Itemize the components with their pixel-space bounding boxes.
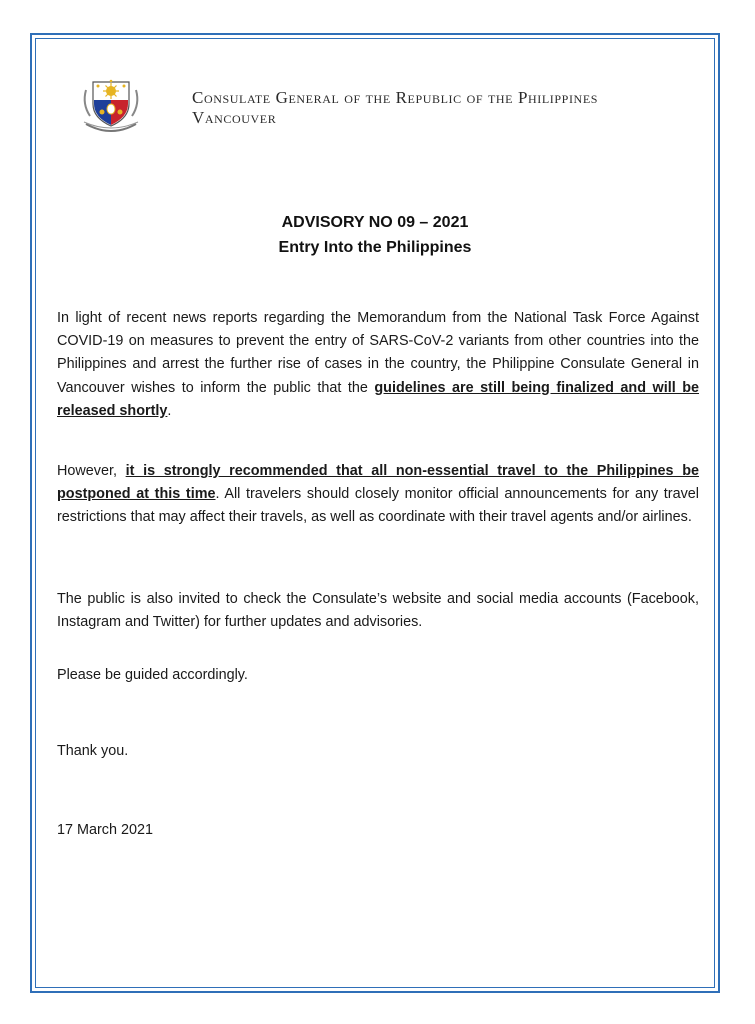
paragraph-travel-recommendation: [57, 460, 699, 530]
philippine-coat-of-arms-icon: [76, 70, 146, 140]
consulate-city: Vancouver: [192, 108, 277, 127]
paragraph-thank-you: Thank you.: [57, 743, 129, 759]
guidelines-emphasis: guidelines are still being finalized and will be released shortly: [57, 379, 699, 419]
paragraph-memorandum-end: .: [167, 402, 172, 419]
consulate-header: [192, 88, 598, 128]
advisory-title: [35, 210, 715, 260]
advisory-subject: Entry Into the Philippines: [278, 239, 472, 256]
consulate-name: Consulate General of the Republic of the Philippines: [192, 88, 599, 107]
travel-postpone-emphasis: it is strongly recommended that all non-essential travel to the Philippines be postponed at this time: [57, 463, 699, 503]
paragraph-guided: Please be guided accordingly.: [57, 667, 248, 683]
advisory-number: ADVISORY NO 09 – 2021: [281, 214, 469, 231]
advisory-date: 17 March 2021: [57, 822, 153, 838]
paragraph-memorandum: [57, 307, 699, 423]
paragraph-travel-start: However,: [57, 463, 126, 479]
paragraph-travel-text: . All travelers should closely monitor official announcements for any travel restrictions that may affect their travels, as well as coordinate with their travel agents and/or airlines.: [57, 486, 699, 526]
paragraph-memorandum-text: In light of recent news reports regarding the Memorandum from the National Task Force Against COVID-19 on measures to prevent the entry of SARS-CoV-2 variants from other countries into the Philippines and arrest the further rise of cases in the country, the Philippine Consulate General in Vancouver wishes to inform the public that the: [57, 310, 699, 396]
paragraph-social-media: The public is also invited to check the Consulate’s website and social media accounts (Facebook, Instagram and Twitter) for further updates and advisories.: [57, 591, 699, 631]
